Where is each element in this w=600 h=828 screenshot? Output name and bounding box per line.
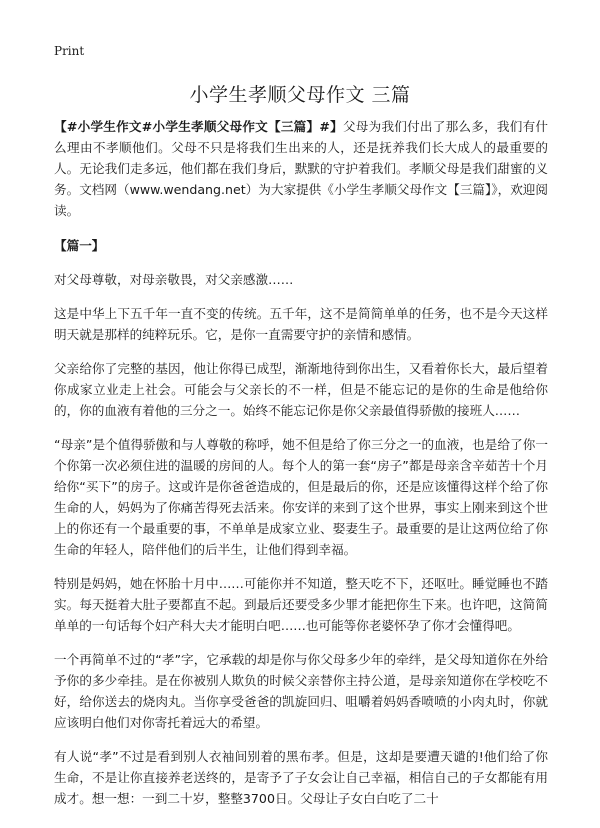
paragraph: 特别是妈妈，她在怀胎十月中……可能你并不知道，整天吃不下，还呕吐。睡觉睡也不踏实。每天挺着大肚子要都直不起。到最后还要受多少罪才能把你生下来。也许吧，这简简单单的一句话每个妇产科大夫才能明白吧……也可能等你老婆怀孕了你才会懂得吧。 (54, 576, 548, 633)
paragraph: “母亲”是个值得骄傲和与人尊敬的称呼，她不但是给了你三分之一的血液，也是给了你一个你第一次必须住进的温暖的房间的人。每个人的第一套“房子”都是母亲含辛茹苦十个月给你“买下”的房子。这或许是你爸爸造成的，但是最后的你，还是应该懂得这样个给了你生命的人，妈妈为了你痛苦得死去活来。你安详的来到了这个世界，事实上刚来到这个世上的你还有一个最重要的事，不单单是成家立业、娶妻生子。最重要的是让这两位给了你生命的年轻人，陪伴他们的后半生，让他们得到幸福。 (54, 437, 548, 557)
print-link[interactable]: Print (54, 44, 85, 58)
paragraph: 一个再简单不过的“孝”字，它承载的却是你与你父母多少年的牵绊，是父母知道你在外给予你的多少牵挂。是在你被别人欺负的时候父亲替你主持公道，是母亲知道你在学校吃不好，给你送去的烧肉丸。当你享受爸爸的凯旋回归、咀嚼着妈妈香喷喷的小肉丸时，你就应该明白他们对你寄托着远大的希望。 (54, 652, 548, 730)
article-body (54, 116, 548, 822)
paragraph: 这是中华上下五千年一直不变的传统。五千年，这不是简简单单的任务，也不是今天这样明天就是那样的纯粹玩乐。它，是你一直需要守护的亲情和感情。 (54, 306, 548, 342)
section-heading: 【篇一】 (54, 238, 105, 253)
document-title: 小学生孝顺父母作文 三篇 (189, 84, 411, 106)
intro-paragraph (54, 116, 548, 221)
paragraph: 父亲给你了完整的基因，他让你得已成型，渐渐地待到你出生，又看着你长大，最后望着你成家立业走上社会。可能会与父亲长的不一样，但是不能忘记的是你的生命是他给你的，你的血液有着他的三分之一。始终不能忘记你是你父亲最值得骄傲的接班人…… (54, 361, 548, 418)
paragraph: 对父母尊敬，对母亲敬畏，对父亲感激…… (54, 272, 294, 287)
paragraph: 有人说“孝”不过是看到别人衣袖间别着的黑布孝。但是，这却是要遭天谴的!他们给了你生命，不是让你直接养老送终的，是寄予了子女会让自己幸福，相信自己的子女都能有用成才。想一想：一到二十岁，整整3700日。父母让子女白白吃了二十 (54, 749, 548, 806)
intro-tag: 【#小学生作文#小学生孝顺父母作文【三篇】#】 (54, 119, 343, 134)
intro-text: 父母为我们付出了那么多，我们有什么理由不孝顺他们。父母不只是将我们生出来的人，还是抚养我们长大成人的最重要的人。无论我们走多远，他们都在我们身后，默默的守护着我们。孝顺父母是我们甜蜜的义务。文档网（www.wendang.net）为大家提供《小学生孝顺父母作文【三篇】》，欢迎阅读。 (54, 119, 548, 218)
